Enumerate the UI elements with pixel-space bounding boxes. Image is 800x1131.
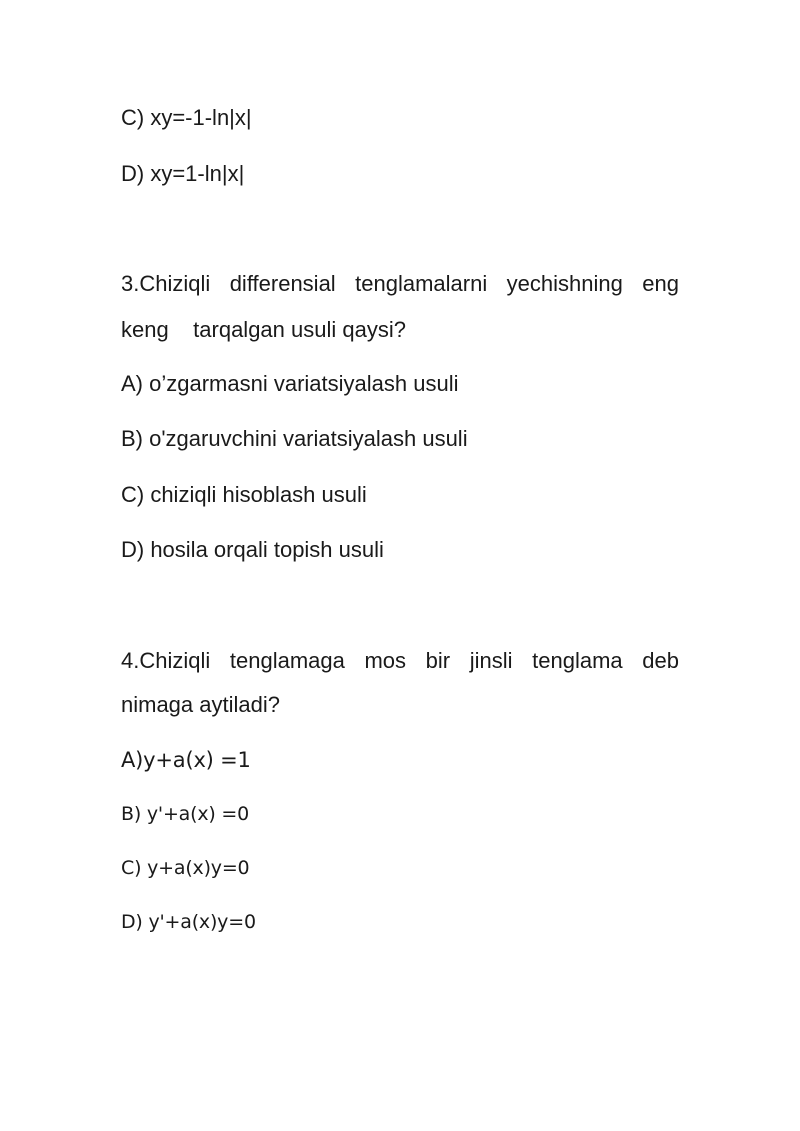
q4-question-line1: 4.Chiziqli tenglamaga mos bir jinsli tenglama deb <box>121 648 679 673</box>
q4-question-line2: nimaga aytiladi? <box>121 692 280 717</box>
q3-option-d: D) hosila orqali topish usuli <box>121 537 384 562</box>
q3-question-line1: 3.Chiziqli differensial tenglamalarni yechishning eng <box>121 271 679 296</box>
q4-option-b: B) y'+a(x) =0 <box>121 803 250 825</box>
q2-option-c: C) xy=-1-ln|x| <box>121 105 252 130</box>
q4-option-d: D) y'+a(x)y=0 <box>121 911 256 933</box>
q4-option-c: C) y+a(x)y=0 <box>121 857 250 879</box>
q3-option-b: B) o'zgaruvchini variatsiyalash usuli <box>121 426 468 451</box>
q3-option-a: A) o’zgarmasni variatsiyalash usuli <box>121 371 459 396</box>
q4-option-a: A)y+a(x) =1 <box>121 748 251 772</box>
q2-option-d: D) xy=1-ln|x| <box>121 161 245 186</box>
q3-question-line2: keng tarqalgan usuli qaysi? <box>121 317 406 342</box>
q3-option-c: C) chiziqli hisoblash usuli <box>121 482 367 507</box>
